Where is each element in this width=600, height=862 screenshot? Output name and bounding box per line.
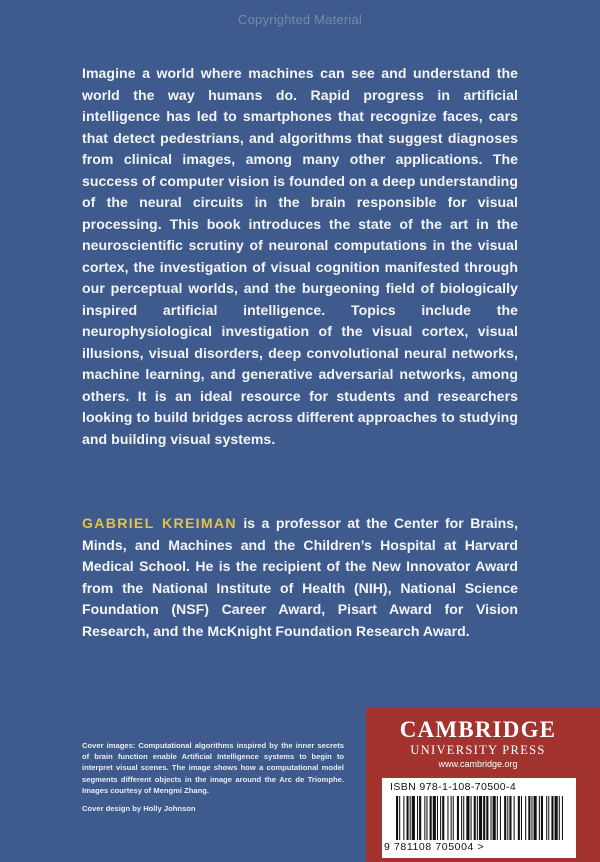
cover-design-credit: Cover design by Holly Johnson: [82, 804, 196, 814]
cover-credits: [82, 740, 344, 814]
publisher-block: [366, 707, 600, 862]
author-bio-text: is a professor at the Center for Brains, Minds, and Machines and the Children’s Hospital at Harvard Medical School. He is the recipient of the New Innovator Award from the National Institute of Health (NIH), National Science Foundation (NSF) Career Award, Pisart Award for Vision Research, and the McKnight Foundation Research Award.: [82, 515, 518, 639]
barcode-number: 9 781108 705004 >: [384, 841, 485, 853]
barcode-icon: [396, 796, 566, 842]
book-description: Imagine a world where machines can see and understand the world the way humans do. Rapid progress in artificial intelligence has led to smartphones that recognize faces, cars that detect pedestrians, and algorithms that suggest diagnoses from clinical images, among many other applications. The success of computer vision is founded on a deep understanding of the neural circuits in the brain responsible for visual processing. This book introduces the state of the art in the neuroscientific scrutiny of neuronal computations in the visual cortex, the investigation of visual cognition manifested through our perceptual worlds, and the burgeoning field of biologically inspired artificial intelligence. Topics include the neurophysiological investigation of the visual cortex, visual illusions, visual disorders, deep convolutional neural networks, machine learning, and generative adversarial networks, among others. It is an ideal resource for students and researchers looking to build bridges across different approaches to studying and building visual systems.: [82, 65, 518, 447]
publisher-subtitle: UNIVERSITY PRESS: [410, 743, 546, 757]
author-bio: [82, 513, 518, 642]
publisher-url: www.cambridge.org: [438, 759, 518, 769]
isbn-label: ISBN 978-1-108-70500-4: [390, 781, 517, 793]
cover-images-credit: Cover images: Computational algorithms inspired by the inner secrets of brain function enable Artificial Intelligence systems to begin to interpret visual scenes. The image shows how a computational model segments different objects in the image around the Arc de Triomphe. Images courtesy of Mengmi Zhang.: [82, 741, 344, 795]
watermark: Copyrighted Material: [238, 12, 362, 27]
barcode-panel: [382, 778, 576, 858]
publisher-name: CAMBRIDGE: [399, 717, 557, 742]
author-name: GABRIEL KREIMAN: [82, 515, 237, 531]
